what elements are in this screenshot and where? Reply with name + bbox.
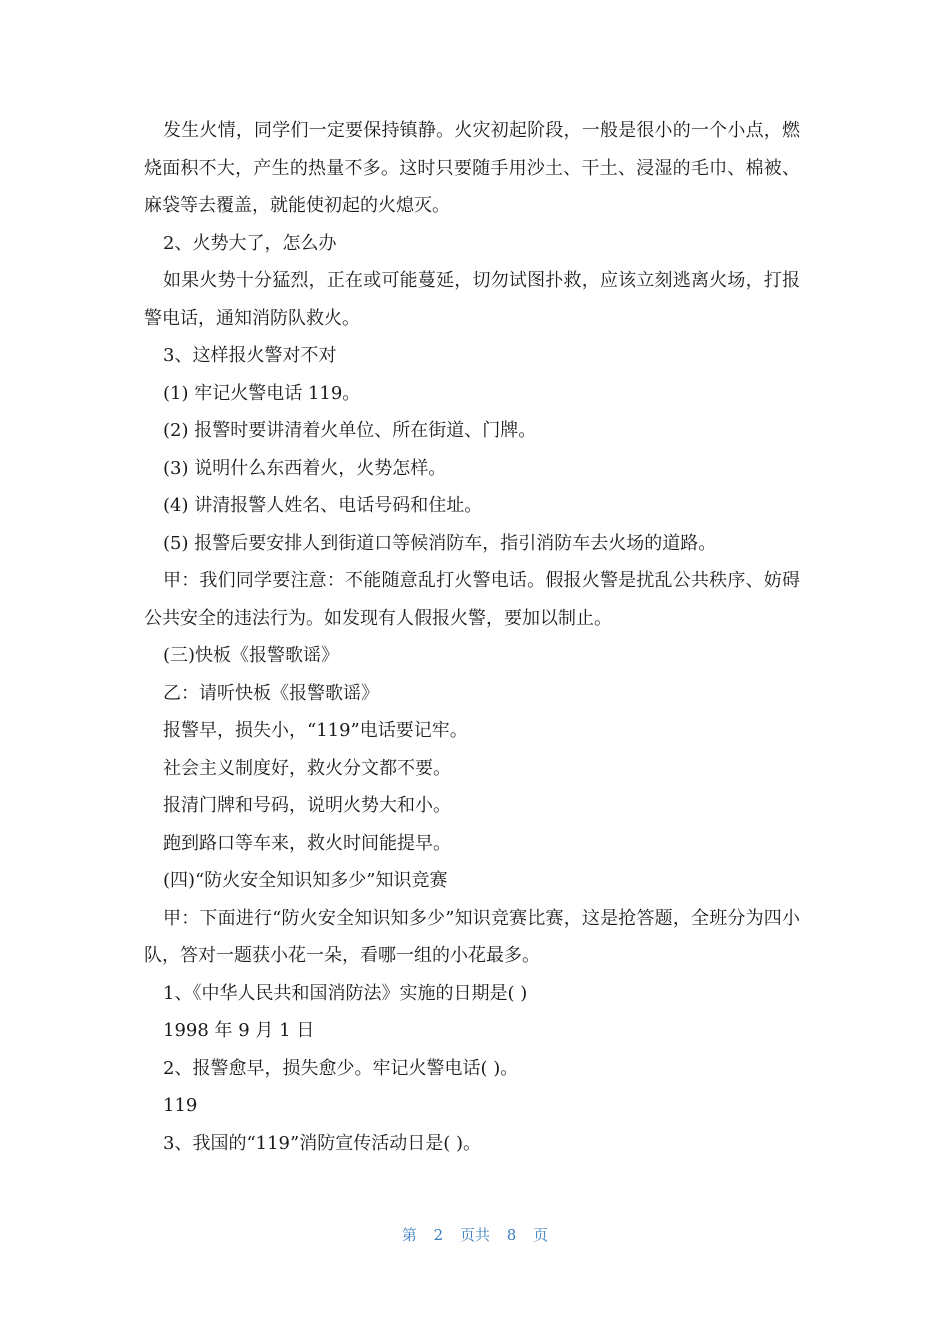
page-footer (0, 1224, 950, 1245)
paragraph-13: 报警早，损失小，“119”电话要记牢。 (163, 720, 468, 741)
paragraph-16: 跑到路口等车来，救火时间能提早。 (163, 832, 451, 854)
paragraph-2: 2、火势大了，怎么办 (163, 232, 337, 254)
total-pages-number: 8 (506, 1226, 517, 1244)
paragraph-14: 社会主义制度好，救火分文都不要。 (163, 757, 451, 779)
paragraph-22: 119 (163, 1095, 198, 1116)
page-label-suffix: 页 (533, 1226, 549, 1244)
page-label-middle: 页共 (459, 1226, 490, 1244)
paragraph-10: 甲：我们同学要注意：不能随意乱打火警电话。假报火警是扰乱公共秩序、妨碍公共安全的违法行为。如发现有人假报火警，要加以制止。 (144, 570, 800, 629)
paragraph-11: (三)快板《报警歌谣》 (163, 645, 340, 666)
paragraph-4: 3、这样报火警对不对 (163, 345, 337, 366)
paragraph-6: (2) 报警时要讲清着火单位、所在街道、门牌。 (163, 420, 537, 441)
paragraph-19: 1、《中华人民共和国消防法》实施的日期是( ) (163, 982, 528, 1004)
paragraph-17: (四)“防火安全知识知多少”知识竞赛 (163, 870, 448, 891)
paragraph-15: 报清门牌和号码，说明火势大和小。 (163, 795, 451, 816)
document-body (144, 112, 800, 1162)
paragraph-8: (4) 讲清报警人姓名、电话号码和住址。 (163, 495, 483, 516)
paragraph-7: (3) 说明什么东西着火，火势怎样。 (163, 457, 447, 479)
paragraph-5: (1) 牢记火警电话 119。 (163, 382, 361, 404)
paragraph-1: 发生火情，同学们一定要保持镇静。火灾初起阶段，一般是很小的一个小点，燃烧面积不大，产生的热量不多。这时只要随手用沙土、干土、浸湿的毛巾、棉被、麻袋等去覆盖，就能使初起的火熄灭。 (144, 120, 800, 216)
paragraph-3: 如果火势十分猛烈，正在或可能蔓延，切勿试图扑救，应该立刻逃离火场，打报警电话，通知消防队救火。 (144, 270, 800, 329)
paragraph-21: 2、报警愈早，损失愈少。牢记火警电话( )。 (163, 1057, 519, 1079)
page-label-prefix: 第 (401, 1226, 417, 1244)
paragraph-12: 乙：请听快板《报警歌谣》 (163, 682, 379, 704)
current-page-number: 2 (433, 1226, 444, 1244)
paragraph-23: 3、我国的“119”消防宣传活动日是( )。 (163, 1132, 481, 1154)
paragraph-9: (5) 报警后要安排人到街道口等候消防车，指引消防车去火场的道路。 (163, 532, 717, 554)
paragraph-20: 1998 年 9 月 1 日 (163, 1020, 315, 1041)
paragraph-18: 甲：下面进行“防火安全知识知多少”知识竞赛比赛，这是抢答题，全班分为四小队，答对一题获小花一朵，看哪一组的小花最多。 (144, 907, 800, 966)
